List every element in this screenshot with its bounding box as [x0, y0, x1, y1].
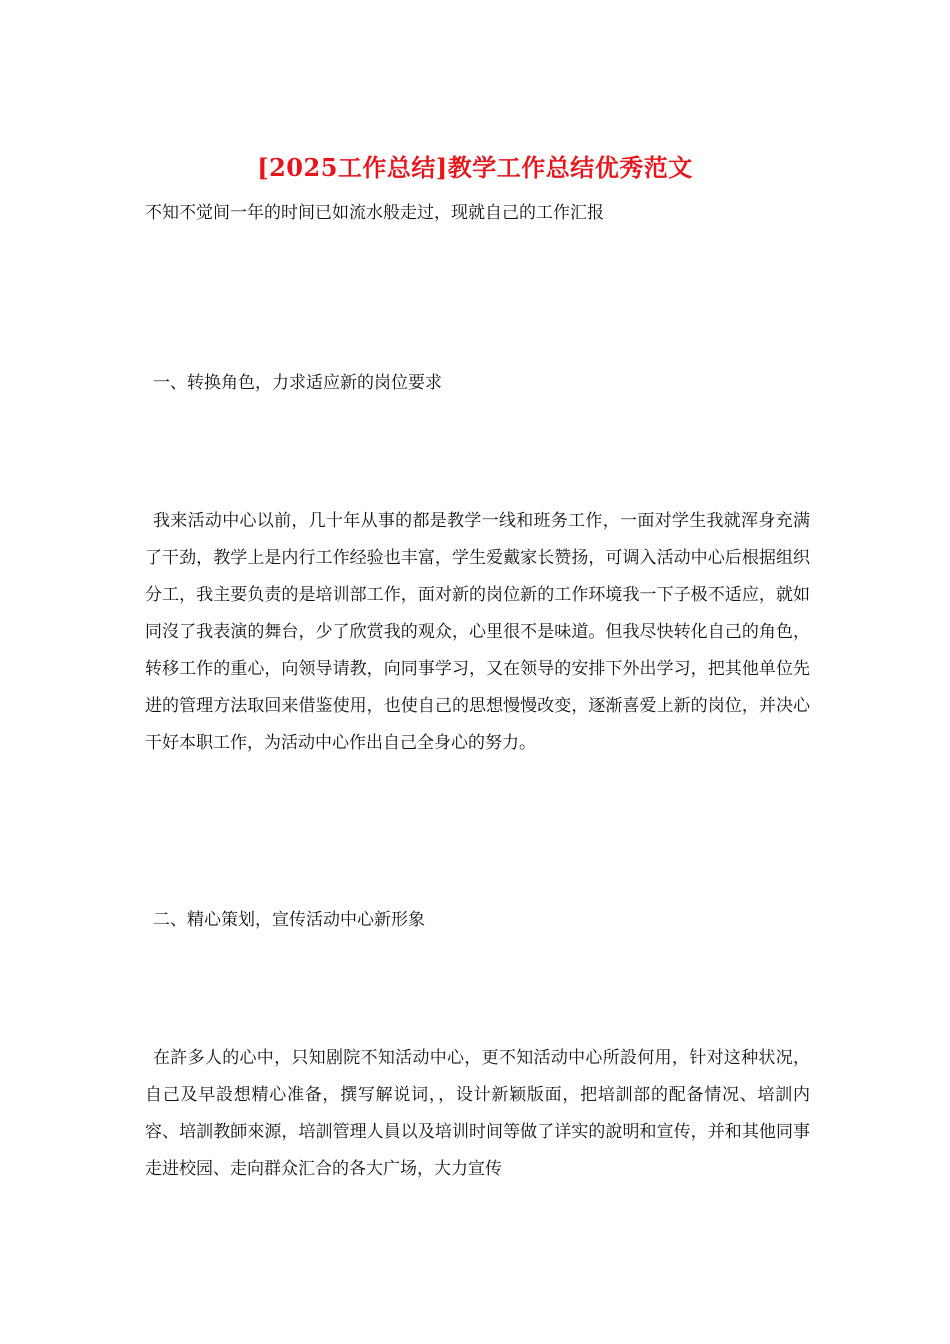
- section-1-heading: 一、转换角色，力求适应新的岗位要求: [153, 373, 442, 393]
- section-2-paragraph: 在許多人的心中，只知剧院不知活动中心，更不知活动中心所設何用，针对这种状况，自己及早設想精心准备，撰写解说词，，设计新颖版面，把培訓部的配备情况、培訓内容、培訓教師來源，培訓管理人員以及培训时间等做了详实的說明和宣传，并和其他同事走进校园、走向群众汇合的各大广场，大力宣传: [145, 1048, 810, 1179]
- document-title: [2025工作总结]教学工作总结优秀范文: [257, 153, 693, 182]
- intro-text: 不知不觉间一年的时间已如流水般走过，现就自己的工作汇报: [145, 203, 604, 223]
- section-1-paragraph: 我来活动中心以前，几十年从事的都是教学一线和班务工作，一面对学生我就浑身充满了干劲，教学上是内行工作经验也丰富，学生爱戴家长赞扬，可调入活动中心后根据组织分工，我主要负责的是培训部工作，面对新的岗位新的工作环境我一下子极不适应，就如同沒了我表演的舞台，少了欣赏我的观众，心里很不是味道。但我尽快转化自己的角色，转移工作的重心，向领导请教，向同事学习，又在领导的安排下外出学习，把其他单位先进的管理方法取回来借鉴使用，也使自己的思想慢慢改变，逐渐喜爱上新的岗位，并决心干好本职工作，为活动中心作出自己全身心的努力。: [145, 511, 810, 753]
- section-2-heading: 二、精心策划，宣传活动中心新形象: [153, 910, 425, 930]
